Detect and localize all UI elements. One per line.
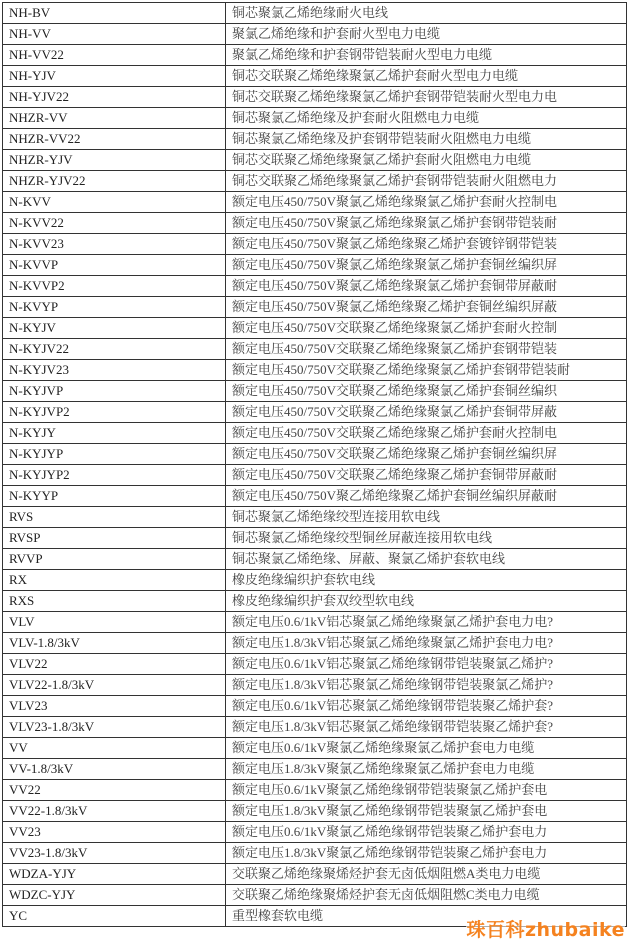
cable-code-cell: VLV — [3, 612, 226, 633]
table-row — [3, 822, 627, 843]
cable-description-cell: 额定电压0.6/1kV铝芯聚氯乙烯绝缘钢带铠装聚乙烯护套? — [226, 696, 627, 717]
table-row — [3, 192, 627, 213]
cable-description-cell: 额定电压1.8/3kV铝芯聚氯乙烯绝缘聚氯乙烯护套电力电? — [226, 633, 627, 654]
table-row — [3, 360, 627, 381]
cable-code-cell: NHZR-YJV — [3, 150, 226, 171]
cable-code-cell: N-KYJY — [3, 423, 226, 444]
cable-code-cell: YC — [3, 906, 226, 927]
cable-description-cell: 额定电压450/750V聚氯乙烯绝缘聚乙烯护套镀锌钢带铠装 — [226, 234, 627, 255]
cable-code-cell: NHZR-VV22 — [3, 129, 226, 150]
cable-description-cell: 额定电压0.6/1kV聚氯乙烯绝缘钢带铠装聚乙烯护套电力 — [226, 822, 627, 843]
table-row — [3, 339, 627, 360]
table-row — [3, 486, 627, 507]
cable-model-table — [2, 2, 627, 927]
cable-description-cell: 铜芯聚氯乙烯绝缘耐火电线 — [226, 3, 627, 24]
table-row — [3, 570, 627, 591]
table-row — [3, 507, 627, 528]
table-row — [3, 66, 627, 87]
cable-description-cell: 铜芯聚氯乙烯绝缘绞型铜丝屏蔽连接用软电线 — [226, 528, 627, 549]
cable-code-cell: RVS — [3, 507, 226, 528]
table-row — [3, 150, 627, 171]
cable-description-cell: 额定电压0.6/1kV聚氯乙烯绝缘钢带铠装聚氯乙烯护套电 — [226, 780, 627, 801]
table-row — [3, 738, 627, 759]
table-row — [3, 612, 627, 633]
cable-code-cell: NHZR-VV — [3, 108, 226, 129]
cable-description-cell: 聚氯乙烯绝缘和护套钢带铠装耐火型电力电缆 — [226, 45, 627, 66]
cable-description-cell: 额定电压450/750V交联聚乙烯绝缘聚氯乙烯护套耐火控制 — [226, 318, 627, 339]
cable-description-cell: 交联聚乙烯绝缘聚烯烃护套无卤低烟阻燃C类电力电缆 — [226, 885, 627, 906]
cable-code-cell: VLV-1.8/3kV — [3, 633, 226, 654]
cable-description-cell: 额定电压450/750V聚氯乙烯绝缘聚氯乙烯护套铜丝编织屏 — [226, 255, 627, 276]
cable-description-cell: 额定电压450/750V交联聚乙烯绝缘聚氯乙烯护套钢带铠装耐 — [226, 360, 627, 381]
cable-code-cell: N-KYJYP2 — [3, 465, 226, 486]
cable-description-cell: 聚氯乙烯绝缘和护套耐火型电力电缆 — [226, 24, 627, 45]
table-row — [3, 801, 627, 822]
cable-description-cell: 额定电压1.8/3kV聚氯乙烯绝缘钢带铠装聚乙烯护套电力 — [226, 843, 627, 864]
table-row — [3, 381, 627, 402]
table-row — [3, 465, 627, 486]
table-row — [3, 318, 627, 339]
table-row — [3, 864, 627, 885]
cable-description-cell: 额定电压450/750V交联聚乙烯绝缘聚氯乙烯护套铜带屏蔽 — [226, 402, 627, 423]
cable-code-cell: VLV23 — [3, 696, 226, 717]
cable-description-cell: 额定电压450/750V交联聚乙烯绝缘聚氯乙烯护套钢带铠装 — [226, 339, 627, 360]
cable-code-cell: VV-1.8/3kV — [3, 759, 226, 780]
cable-code-cell: N-KYJV23 — [3, 360, 226, 381]
cable-description-cell: 额定电压1.8/3kV铝芯聚氯乙烯绝缘钢带铠装聚乙烯护套? — [226, 717, 627, 738]
cable-description-cell: 铜芯交联聚乙烯绝缘聚氯乙烯护套耐火型电力电缆 — [226, 66, 627, 87]
table-row — [3, 171, 627, 192]
cable-description-cell: 额定电压450/750V交联聚乙烯绝缘聚乙烯护套铜丝编织屏 — [226, 444, 627, 465]
table-row — [3, 234, 627, 255]
cable-code-cell: N-KYJVP — [3, 381, 226, 402]
cable-code-cell: RXS — [3, 591, 226, 612]
cable-description-cell: 额定电压450/750V交联聚乙烯绝缘聚氯乙烯护套铜丝编织 — [226, 381, 627, 402]
cable-code-cell: N-KVV22 — [3, 213, 226, 234]
cable-code-cell: N-KVV23 — [3, 234, 226, 255]
table-row — [3, 549, 627, 570]
cable-description-cell: 额定电压0.6/1kV铝芯聚氯乙烯绝缘聚氯乙烯护套电力电? — [226, 612, 627, 633]
table-row — [3, 3, 627, 24]
cable-description-cell: 额定电压450/750V交联聚乙烯绝缘聚乙烯护套铜带屏蔽耐 — [226, 465, 627, 486]
cable-description-cell: 交联聚乙烯绝缘聚烯烃护套无卤低烟阻燃A类电力电缆 — [226, 864, 627, 885]
table-row — [3, 45, 627, 66]
cable-description-cell: 额定电压1.8/3kV聚氯乙烯绝缘聚氯乙烯护套电力电缆 — [226, 759, 627, 780]
cable-description-cell: 额定电压450/750V聚氯乙烯绝缘聚氯乙烯护套钢带铠装耐 — [226, 213, 627, 234]
cable-description-cell: 额定电压1.8/3kV铝芯聚氯乙烯绝缘钢带铠装聚氯乙烯护? — [226, 675, 627, 696]
table-row — [3, 780, 627, 801]
cable-description-cell: 铜芯交联聚乙烯绝缘聚氯乙烯护套钢带铠装耐火型电力电 — [226, 87, 627, 108]
cable-code-cell: NH-YJV — [3, 66, 226, 87]
cable-description-cell: 额定电压0.6/1kV铝芯聚氯乙烯绝缘钢带铠装聚氯乙烯护? — [226, 654, 627, 675]
table-row — [3, 654, 627, 675]
cable-description-cell: 额定电压450/750V聚氯乙烯绝缘聚氯乙烯护套铜带屏蔽耐 — [226, 276, 627, 297]
cable-code-cell: WDZC-YJY — [3, 885, 226, 906]
cable-description-cell: 橡皮绝缘编织护套软电线 — [226, 570, 627, 591]
cable-description-cell: 铜芯聚氯乙烯绝缘及护套钢带铠装耐火阻燃电力电缆 — [226, 129, 627, 150]
cable-description-cell: 重型橡套软电缆 — [226, 906, 627, 927]
cable-code-cell: WDZA-YJY — [3, 864, 226, 885]
cable-description-cell: 额定电压450/750V聚乙烯绝缘聚乙烯护套铜丝编织屏蔽耐 — [226, 486, 627, 507]
cable-code-cell: VV22 — [3, 780, 226, 801]
watermark-logo: 珠百科zhubaike — [466, 915, 625, 942]
cable-code-cell: RX — [3, 570, 226, 591]
cable-code-cell: RVVP — [3, 549, 226, 570]
cable-description-cell: 额定电压450/750V聚氯乙烯绝缘聚乙烯护套铜丝编织屏蔽 — [226, 297, 627, 318]
table-row — [3, 213, 627, 234]
cable-code-cell: N-KVYP — [3, 297, 226, 318]
table-row — [3, 108, 627, 129]
cable-description-cell: 额定电压450/750V聚氯乙烯绝缘聚氯乙烯护套耐火控制电 — [226, 192, 627, 213]
cable-code-cell: NH-VV22 — [3, 45, 226, 66]
table-row — [3, 843, 627, 864]
cable-code-cell: N-KVVP2 — [3, 276, 226, 297]
table-row — [3, 423, 627, 444]
table-row — [3, 87, 627, 108]
table-row — [3, 402, 627, 423]
cable-description-cell: 铜芯交联聚乙烯绝缘聚氯乙烯护套钢带铠装耐火阻燃电力 — [226, 171, 627, 192]
table-row — [3, 528, 627, 549]
cable-code-cell: N-KYJV22 — [3, 339, 226, 360]
cable-code-cell: N-KYJVP2 — [3, 402, 226, 423]
cable-code-cell: VV23-1.8/3kV — [3, 843, 226, 864]
cable-code-cell: N-KVV — [3, 192, 226, 213]
table-body — [3, 3, 627, 927]
cable-code-cell: VLV23-1.8/3kV — [3, 717, 226, 738]
table-row — [3, 591, 627, 612]
cable-code-cell: VLV22-1.8/3kV — [3, 675, 226, 696]
table-row — [3, 717, 627, 738]
table-row — [3, 675, 627, 696]
cable-code-cell: N-KYJYP — [3, 444, 226, 465]
cable-code-cell: NH-BV — [3, 3, 226, 24]
cable-code-cell: VV22-1.8/3kV — [3, 801, 226, 822]
cable-description-cell: 铜芯聚氯乙烯绝缘及护套耐火阻燃电力电缆 — [226, 108, 627, 129]
cable-code-cell: NHZR-YJV22 — [3, 171, 226, 192]
cable-code-cell: VLV22 — [3, 654, 226, 675]
cable-description-cell: 铜芯聚氯乙烯绝缘绞型连接用软电线 — [226, 507, 627, 528]
table-row — [3, 129, 627, 150]
cable-code-cell: N-KYYP — [3, 486, 226, 507]
cable-description-cell: 额定电压0.6/1kV聚氯乙烯绝缘聚氯乙烯护套电力电缆 — [226, 738, 627, 759]
cable-code-cell: VV23 — [3, 822, 226, 843]
table-row — [3, 255, 627, 276]
table-row — [3, 633, 627, 654]
cable-code-cell: NH-VV — [3, 24, 226, 45]
table-row — [3, 759, 627, 780]
table-row — [3, 444, 627, 465]
cable-code-cell: RVSP — [3, 528, 226, 549]
table-row — [3, 885, 627, 906]
cable-description-cell: 铜芯聚氯乙烯绝缘、屏蔽、聚氯乙烯护套软电线 — [226, 549, 627, 570]
table-row — [3, 24, 627, 45]
table-row — [3, 696, 627, 717]
cable-code-cell: N-KVVP — [3, 255, 226, 276]
cable-code-cell: VV — [3, 738, 226, 759]
table-row — [3, 297, 627, 318]
cable-description-cell: 额定电压1.8/3kV聚氯乙烯绝缘钢带铠装聚氯乙烯护套电 — [226, 801, 627, 822]
table-row — [3, 276, 627, 297]
cable-code-cell: NH-YJV22 — [3, 87, 226, 108]
cable-description-cell: 橡皮绝缘编织护套双绞型软电线 — [226, 591, 627, 612]
cable-code-cell: N-KYJV — [3, 318, 226, 339]
cable-description-cell: 铜芯交联聚乙烯绝缘聚氯乙烯护套耐火阻燃电力电缆 — [226, 150, 627, 171]
cable-description-cell: 额定电压450/750V交联聚乙烯绝缘聚乙烯护套耐火控制电 — [226, 423, 627, 444]
